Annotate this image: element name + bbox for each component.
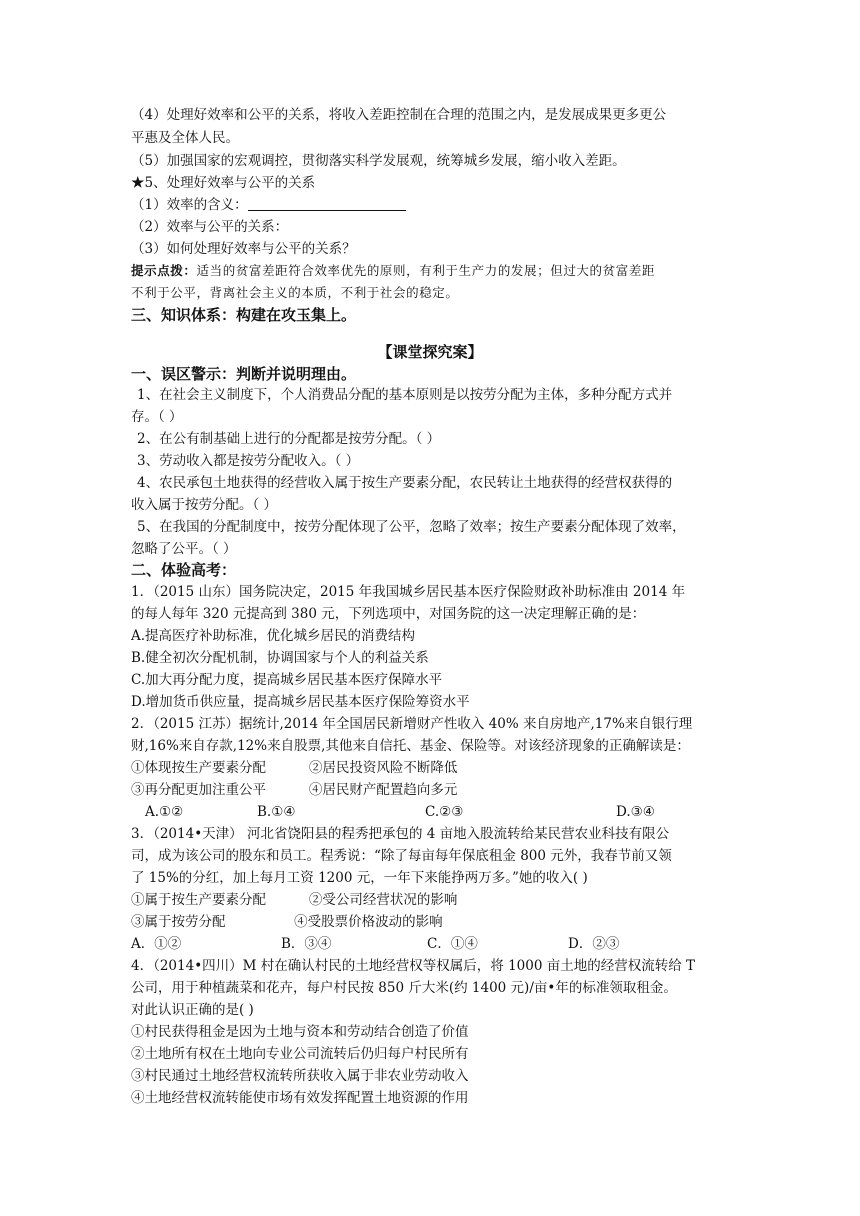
text-line: 平惠及全体人民。	[131, 130, 239, 146]
judgement-item: 1、在社会主义制度下，个人消费品分配的基本原则是以按劳分配为主体，多种分配方式并	[137, 387, 673, 403]
answer-option[interactable]: C.②③	[425, 804, 464, 820]
statement-line: ④土地经营权流转能使市场有效发挥配置土地资源的作用	[131, 1090, 469, 1106]
exam-question: 的每人每年 320 元提高到 380 元，下列选项中，对国务院的这一决定理解正确的是：	[131, 606, 646, 622]
answer-blank[interactable]	[248, 196, 406, 211]
statement-line	[131, 889, 457, 911]
exam-question: 司，成为该公司的股东和员工。程秀说：“除了每亩每年保底租金 800 元外，我春节前又领	[131, 848, 672, 864]
judgement-item: 5、在我国的分配制度中，按劳分配体现了公平，忽略了效率；按生产要素分配体现了效率，	[137, 519, 686, 535]
text-line: （5）加强国家的宏观调控，贯彻落实科学发展观，统筹城乡发展，缩小收入差距。	[131, 153, 626, 169]
judgement-item: 收入属于按劳分配。（ ）	[131, 497, 278, 513]
judgement-item: 4、农民承包土地获得的经营收入属于按生产要素分配，农民转让土地获得的经营权获得的	[137, 475, 673, 491]
choice-option: A.提高医疗补助标准，优化城乡居民的消费结构	[131, 628, 416, 644]
exam-question: 财,16%来自存款,12%来自股票,其他来自信托、基金、保险等。对该经济现象的正确解读是：	[131, 738, 690, 754]
answer-option[interactable]: D.③④	[616, 804, 655, 820]
answer-option[interactable]: A．①②	[131, 936, 182, 952]
statement-text: ①体现按生产要素分配 ②居民投资风险不断降低	[131, 760, 458, 776]
statement-text: ③属于按劳分配 ④受股票价格波动的影响	[131, 914, 443, 930]
statement-line	[131, 757, 457, 779]
exam-question: 了 15%的分红，加上每月工资 1200 元，一年下来能挣两万多。”她的收入( )	[131, 870, 588, 886]
exam-question: 1．（2015 山东）国务院决定，2015 年我国城乡居民基本医疗保险财政补助标准由 2014 年	[131, 584, 686, 600]
tip-line: 不利于公平，背离社会主义的本质，不利于社会的稳定。	[131, 285, 459, 300]
statement-line: ③村民通过土地经营权流转所获收入属于非农业劳动收入	[131, 1068, 469, 1084]
judgement-item: 2、在公有制基础上进行的分配都是按劳分配。（ ）	[137, 431, 441, 447]
answer-option[interactable]: B.①④	[257, 804, 296, 820]
exam-question: 2．（2015 江苏）据统计,2014 年全国居民新增财产性收入 40% 来自房地产,17%来自银行理	[131, 716, 693, 732]
choice-option: B.健全初次分配机制，协调国家与个人的利益关系	[131, 650, 429, 666]
statement-text: ①属于按生产要素分配 ②受公司经营状况的影响	[131, 892, 458, 908]
case-title: 【课堂探究案】	[377, 343, 483, 361]
exam-question: 公司，用于种植蔬菜和花卉，每户村民按 850 斤大米(约 1400 元)/亩•年的标准领取租金。	[131, 980, 677, 996]
statement-line: ②土地所有权在土地向专业公司流转后仍归每户村民所有	[131, 1046, 469, 1062]
statement-line: ①村民获得租金是因为土地与资本和劳动结合创造了价值	[131, 1024, 469, 1040]
judgement-item: 3、劳动收入都是按劳分配收入。（ ）	[137, 453, 360, 469]
judgement-item: 存。（ ）	[131, 409, 183, 425]
tip-label: 提示点拨：	[131, 263, 197, 278]
tip-text: 适当的贫富差距符合效率优先的原则，有利于生产力的发展；但过大的贫富差距	[196, 263, 656, 278]
section-heading: 一、误区警示：判断并说明理由。	[131, 365, 357, 383]
statement-line	[131, 779, 457, 801]
section-heading: ★5、处理好效率与公平的关系	[131, 175, 316, 191]
question-line: （3）如何处理好效率与公平的关系？	[131, 241, 356, 257]
answer-option[interactable]: A.①②	[145, 804, 184, 820]
section-heading: 二、体验高考：	[131, 561, 237, 579]
section-heading: 三、知识体系：构建在攻玉集上。	[131, 306, 357, 324]
answer-options	[131, 933, 651, 955]
exam-question: 4．（2014•四川）M 村在确认村民的土地经营权等权属后，将 1000 亩土地的经营权流转给 T	[131, 958, 696, 974]
answer-option[interactable]: C．①④	[427, 936, 478, 952]
choice-option: C.加大再分配力度，提高城乡居民基本医疗保障水平	[131, 672, 443, 688]
text-line: （4）处理好效率和公平的关系，将收入差距控制在合理的范围之内，是发展成果更多更公	[131, 107, 667, 123]
answer-options	[145, 801, 705, 823]
question-line: （2）效率与公平的关系：	[131, 219, 289, 235]
question-line	[131, 194, 406, 216]
exam-question: 3．（2014•天津） 河北省饶阳县的程秀把承包的 4 亩地入股流转给某民营农业科技有限公	[131, 826, 670, 842]
statement-text: ③再分配更加注重公平 ④居民财产配置趋向多元	[131, 782, 458, 798]
judgement-item: 忽略了公平。（ ）	[131, 541, 237, 557]
question-text: （1）效率的含义：	[131, 197, 248, 213]
exam-question: 对此认识正确的是( )	[131, 1002, 254, 1018]
tip-line	[131, 260, 655, 282]
answer-option[interactable]: B．③④	[281, 936, 332, 952]
statement-line	[131, 911, 443, 933]
choice-option: D.增加货币供应量，提高城乡居民基本医疗保险筹资水平	[131, 694, 470, 710]
answer-option[interactable]: D．②③	[568, 936, 620, 952]
